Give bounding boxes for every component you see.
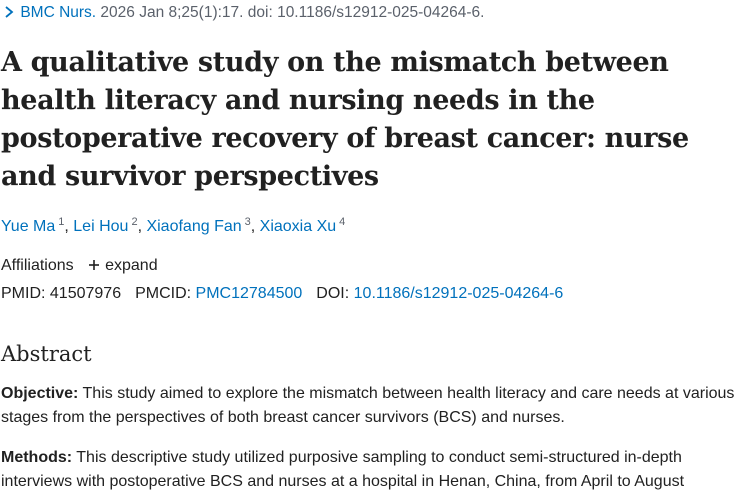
abstract-methods [1,446,749,494]
pmid-label: PMID: [1,285,46,302]
citation-line [2,3,484,23]
plus-icon [88,259,100,271]
expand-label: expand [105,257,158,274]
author-affiliation-ref[interactable]: 1 [58,216,65,228]
objective-label: Objective: [1,385,79,402]
journal-link[interactable]: BMC Nurs. [20,4,97,21]
citation-details: 2026 Jan 8;25(1):17. doi: 10.1186/s12912-025-04264-6. [96,4,485,21]
doi-label: DOI: [316,285,350,302]
author-separator: , [64,218,74,235]
methods-label: Methods: [1,449,73,466]
author-link[interactable]: Lei Hou [73,218,129,235]
author-affiliation-ref[interactable]: 4 [339,216,346,228]
identifiers-row [1,283,563,305]
chevron-right-icon[interactable] [2,5,16,19]
author-link[interactable]: Xiaoxia Xu [259,218,337,235]
affiliations-row [1,255,158,277]
pmcid-link[interactable]: PMC12784500 [195,285,303,302]
article-title: A qualitative study on the mismatch between health literacy and nursing needs in the postoperative recovery of breast cancer: nurse and survivor perspectives [1,47,689,192]
expand-affiliations-button[interactable] [88,255,158,277]
abstract-heading: Abstract [1,342,92,366]
author-separator: , [137,218,147,235]
author-list [1,216,345,238]
author-affiliation-ref[interactable]: 2 [131,216,138,228]
author-affiliation-ref[interactable]: 3 [244,216,251,228]
pmcid-label: PMCID: [135,285,192,302]
objective-text: This study aimed to explore the mismatch between health literacy and care needs at various stages from the perspectives of both breast cancer survivors (BCS) and nurses. [1,385,735,426]
doi-link[interactable]: 10.1186/s12912-025-04264-6 [353,285,564,302]
author-link[interactable]: Xiaofang Fan [146,218,242,235]
author-separator: , [250,218,260,235]
affiliations-label: Affiliations [1,257,74,274]
author-link[interactable]: Yue Ma [1,218,56,235]
abstract-objective [1,382,749,430]
methods-text: This descriptive study utilized purposive sampling to conduct semi-structured in-depth interviews with postoperative BCS and nurses at a hospital in Henan, China, from April to August [1,449,685,490]
pmid-value: 41507976 [49,285,122,302]
